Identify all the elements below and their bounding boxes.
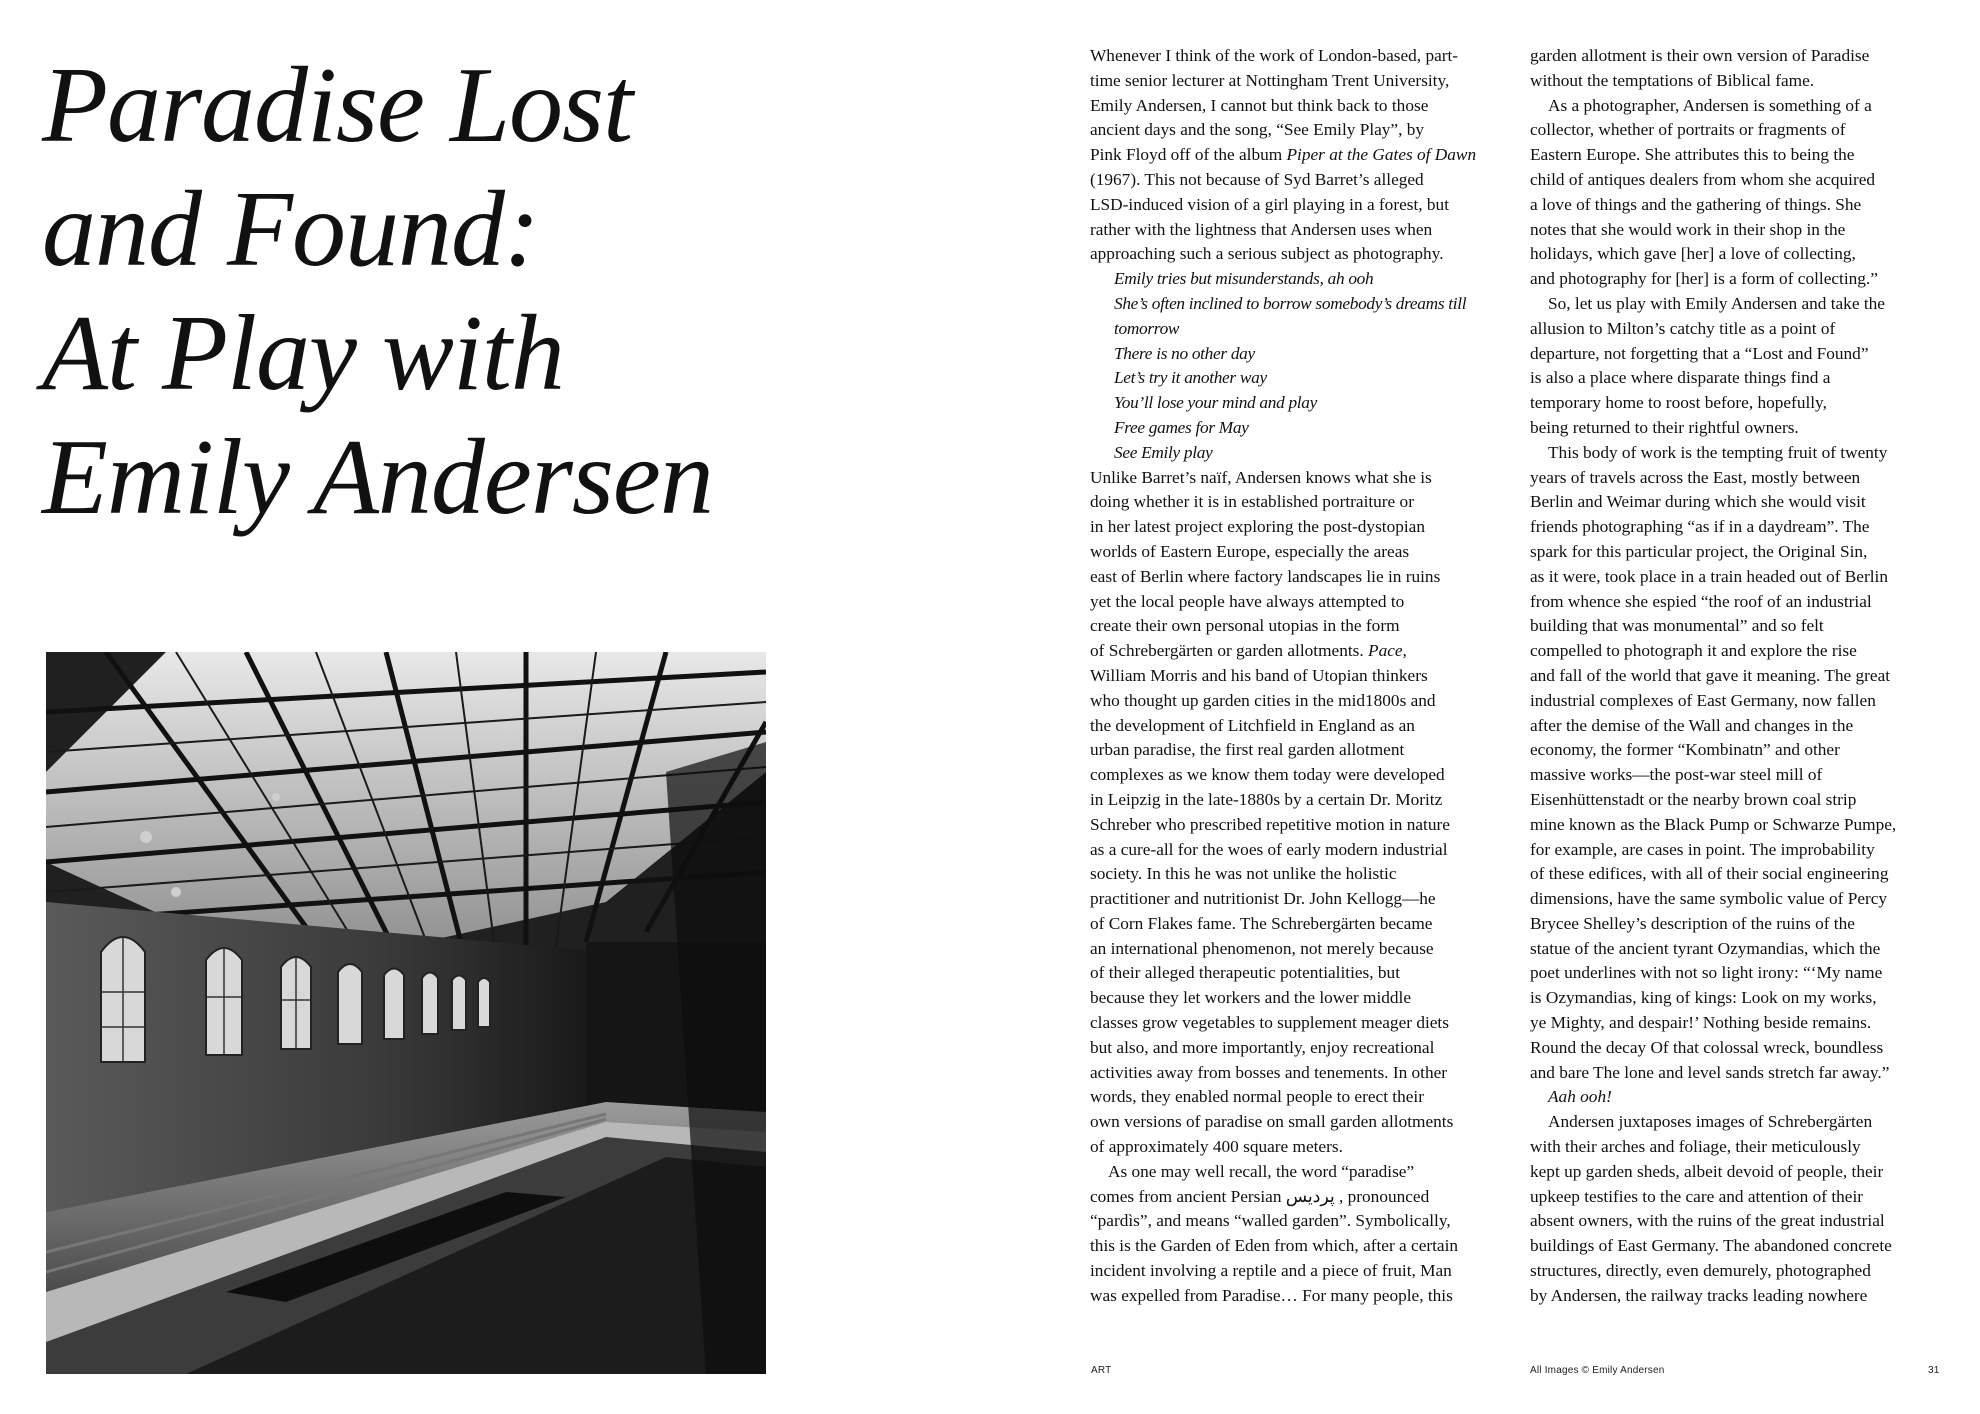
- text-line: of their alleged therapeutic potentialities, but: [1090, 963, 1400, 983]
- text-line: [1090, 143, 1510, 168]
- title-line-1: Paradise Lost: [42, 46, 633, 165]
- text-line: approaching such a serious subject as photography.: [1090, 244, 1444, 264]
- text-line: classes grow vegetables to supplement meager diets: [1090, 1013, 1449, 1033]
- text-line: [1530, 1085, 1950, 1110]
- text-line: activities away from bosses and tenements. In other: [1090, 1062, 1448, 1082]
- text-line: (1967). This not because of Syd Barret’s alleged: [1090, 169, 1424, 189]
- text-line: kept up garden sheds, albeit devoid of people, their: [1530, 1161, 1884, 1181]
- text-line: [1090, 639, 1510, 664]
- text-line: doing whether it is in established portraiture or: [1090, 492, 1414, 512]
- text-line: an international phenomenon, not merely because: [1090, 938, 1434, 958]
- text-line: in Leipzig in the late-1880s by a certain Dr. Moritz: [1090, 789, 1443, 809]
- lyric-line: See Emily play: [1114, 442, 1213, 462]
- text-line: comes from ancient Persian پردیس , pronounced: [1090, 1186, 1430, 1206]
- industrial-hall-photo: [46, 652, 766, 1374]
- lyric-line: She’s often inclined to borrow somebody’s dreams till: [1114, 293, 1467, 313]
- image-credit: All Images © Emily Andersen: [1530, 1365, 1665, 1376]
- text-segment: Pink Floyd off of the album: [1090, 145, 1287, 165]
- article-text-column-left: [1090, 44, 1510, 1309]
- text-line: who thought up garden cities in the mid1800s and: [1090, 690, 1436, 710]
- text-line: from whence she espied “the roof of an industrial: [1530, 591, 1872, 611]
- text-line: east of Berlin where factory landscapes lie in ruins: [1090, 566, 1441, 586]
- text-line: Andersen juxtaposes images of Schrebergärten: [1548, 1112, 1873, 1132]
- text-line: “pardìs”, and means “walled garden”. Symbolically,: [1090, 1211, 1451, 1231]
- text-line: massive works—the post-war steel mill of: [1530, 765, 1823, 785]
- text-line: society. In this he was not unlike the holistic: [1090, 864, 1397, 884]
- text-line: after the demise of the Wall and changes in the: [1530, 715, 1854, 735]
- text-line: economy, the former “Kombinatn” and other: [1530, 740, 1840, 760]
- text-line: a love of things and the gathering of things. She: [1530, 194, 1862, 214]
- text-line: yet the local people have always attempted to: [1090, 591, 1405, 611]
- text-line: but also, and more importantly, enjoy recreational: [1090, 1037, 1435, 1057]
- pace-italic: Pace,: [1368, 641, 1407, 661]
- lyric-line: Emily tries but misunderstands, ah ooh: [1114, 269, 1374, 289]
- text-line: As one may well recall, the word “paradise”: [1108, 1161, 1415, 1181]
- text-line: of approximately 400 square meters.: [1090, 1137, 1343, 1157]
- text-line: and bare The lone and level sands stretch far away.”: [1530, 1062, 1890, 1082]
- article-title: [42, 44, 942, 540]
- text-line: LSD-induced vision of a girl playing in a forest, but: [1090, 194, 1449, 214]
- album-title: Piper at the Gates of Dawn: [1286, 145, 1477, 165]
- text-line: complexes as we know them today were developed: [1090, 765, 1445, 785]
- title-line-3: At Play with: [42, 294, 564, 413]
- lyric-line: There is no other day: [1114, 343, 1255, 363]
- lyric-line: Let’s try it another way: [1114, 368, 1267, 388]
- text-line: dimensions, have the same symbolic value of Percy: [1530, 889, 1888, 909]
- text-line: without the temptations of Biblical fame.: [1530, 70, 1815, 90]
- text-line: As a photographer, Andersen is something of a: [1548, 95, 1872, 115]
- text-line: ancient days and the song, “See Emily Play”, by: [1090, 120, 1425, 140]
- text-line: was expelled from Paradise… For many people, this: [1090, 1285, 1453, 1305]
- text-line: ye Mighty, and despair!’ Nothing beside remains.: [1530, 1013, 1872, 1033]
- text-line: of Corn Flakes fame. The Schrebergärten became: [1090, 913, 1433, 933]
- text-line: upkeep testifies to the care and attention of their: [1530, 1186, 1864, 1206]
- text-line: as a cure-all for the woes of early modern industrial: [1090, 839, 1448, 859]
- text-line: because they let workers and the lower middle: [1090, 988, 1412, 1008]
- text-line: departure, not forgetting that a “Lost and Found”: [1530, 343, 1869, 363]
- text-line: garden allotment is their own version of Paradise: [1530, 46, 1870, 65]
- exclamation-italic: Aah ooh!: [1548, 1087, 1612, 1107]
- article-text-column-right: [1530, 44, 1950, 1309]
- text-line: absent owners, with the ruins of the great industrial: [1530, 1211, 1885, 1231]
- text-line: allusion to Milton’s catchy title as a point of: [1530, 318, 1836, 338]
- text-line: Emily Andersen, I cannot but think back to those: [1090, 95, 1429, 115]
- text-line: structures, directly, even demurely, photographed: [1530, 1261, 1871, 1281]
- text-line: building that was monumental” and so felt: [1530, 616, 1824, 636]
- text-line: notes that she would work in their shop in the: [1530, 219, 1846, 239]
- text-line: Eastern Europe. She attributes this to being the: [1530, 145, 1855, 165]
- text-line: time senior lecturer at Nottingham Trent University,: [1090, 70, 1450, 90]
- text-line: create their own personal utopias in the form: [1090, 616, 1400, 636]
- text-line: child of antiques dealers from whom she acquired: [1530, 169, 1876, 189]
- text-line: So, let us play with Emily Andersen and take the: [1548, 293, 1885, 313]
- lyric-line: You’ll lose your mind and play: [1114, 393, 1318, 413]
- text-line: spark for this particular project, the Original Sin,: [1530, 541, 1868, 561]
- text-line: the development of Litchfield in England as an: [1090, 715, 1415, 735]
- text-line: Schreber who prescribed repetitive motion in nature: [1090, 814, 1450, 834]
- text-line: Berlin and Weimar during which she would visit: [1530, 492, 1866, 512]
- text-line: collector, whether of portraits or fragments of: [1530, 120, 1846, 140]
- text-line: statue of the ancient tyrant Ozymandias, which the: [1530, 938, 1881, 958]
- text-line: buildings of East Germany. The abandoned concrete: [1530, 1236, 1892, 1256]
- text-line: compelled to photograph it and explore the rise: [1530, 641, 1857, 661]
- text-line: This body of work is the tempting fruit of twenty: [1548, 442, 1888, 462]
- text-line: years of travels across the East, mostly between: [1530, 467, 1861, 487]
- text-line: Eisenhüttenstadt or the nearby brown coal strip: [1530, 789, 1857, 809]
- text-line: is also a place where disparate things find a: [1530, 368, 1831, 388]
- text-line: worlds of Eastern Europe, especially the areas: [1090, 541, 1410, 561]
- text-line: Brycee Shelley’s description of the ruins of the: [1530, 913, 1855, 933]
- title-line-4: Emily Andersen: [42, 418, 713, 537]
- lyric-line: Free games for May: [1114, 417, 1249, 437]
- text-segment: of Schrebergärten or garden allotments.: [1090, 641, 1369, 661]
- text-line: incident involving a reptile and a piece of fruit, Man: [1090, 1261, 1452, 1281]
- text-line: mine known as the Black Pump or Schwarze Pumpe,: [1530, 814, 1897, 834]
- text-line: poet underlines with not so light irony: “‘My name: [1530, 963, 1883, 983]
- text-line: this is the Garden of Eden from which, after a certain: [1090, 1236, 1459, 1256]
- text-line: of these edifices, with all of their social engineering: [1530, 864, 1889, 884]
- lyric-line: tomorrow: [1114, 318, 1180, 338]
- photo-illustration: [46, 652, 766, 1374]
- text-line: industrial complexes of East Germany, now fallen: [1530, 690, 1876, 710]
- text-line: words, they enabled normal people to erect their: [1090, 1087, 1424, 1107]
- text-line: practitioner and nutritionist Dr. John Kellogg—he: [1090, 889, 1436, 909]
- text-line: holidays, which gave [her] a love of collecting,: [1530, 244, 1856, 264]
- page-number: 31: [1928, 1365, 1940, 1376]
- text-line: own versions of paradise on small garden allotments: [1090, 1112, 1454, 1132]
- text-line: by Andersen, the railway tracks leading nowhere: [1530, 1285, 1868, 1305]
- text-line: with their arches and foliage, their meticulously: [1530, 1137, 1861, 1157]
- text-line: urban paradise, the first real garden allotment: [1090, 740, 1405, 760]
- text-line: temporary home to roost before, hopefully,: [1530, 393, 1827, 413]
- text-line: for example, are cases in point. The improbability: [1530, 839, 1875, 859]
- text-line: as it were, took place in a train headed out of Berlin: [1530, 566, 1888, 586]
- text-line: rather with the lightness that Andersen uses when: [1090, 219, 1433, 239]
- text-line: Round the decay Of that colossal wreck, boundless: [1530, 1037, 1884, 1057]
- text-line: is Ozymandias, king of kings: Look on my works,: [1530, 988, 1877, 1008]
- text-line: being returned to their rightful owners.: [1530, 417, 1799, 437]
- text-line: and photography for [her] is a form of collecting.”: [1530, 269, 1878, 289]
- text-line: in her latest project exploring the post-dystopian: [1090, 517, 1425, 537]
- title-line-2: and Found:: [42, 170, 539, 289]
- text-line: and fall of the world that gave it meaning. The great: [1530, 665, 1891, 685]
- text-line: friends photographing “as if in a daydream”. The: [1530, 517, 1870, 537]
- text-line: William Morris and his band of Utopian thinkers: [1090, 665, 1428, 685]
- text-line: Whenever I think of the work of London-based, part-: [1090, 46, 1459, 65]
- section-label: ART: [1091, 1365, 1112, 1376]
- text-line: Unlike Barret’s naïf, Andersen knows what she is: [1090, 467, 1432, 487]
